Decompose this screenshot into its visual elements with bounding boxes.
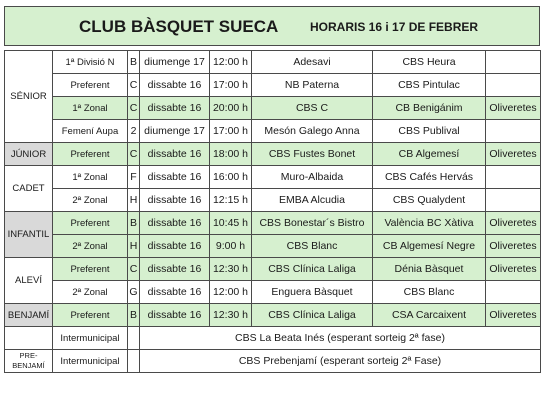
table-row — [5, 327, 541, 350]
group-cell: B — [128, 212, 140, 235]
league-cell: 2ª Zonal — [53, 281, 128, 304]
away-team-cell: CBS Heura — [373, 51, 486, 74]
day-cell: dissabte 16 — [140, 143, 210, 166]
time-cell: 12:30 h — [210, 258, 252, 281]
home-team-cell: CBS C — [252, 97, 373, 120]
away-team-cell: València BC Xàtiva — [373, 212, 486, 235]
table-row — [5, 189, 541, 212]
category-benjami: BENJAMÍ — [5, 304, 53, 327]
group-cell: F — [128, 166, 140, 189]
note-cell: CBS Prebenjamí (esperant sorteig 2ª Fase) — [140, 350, 541, 373]
home-team-cell: Mesón Galego Anna — [252, 120, 373, 143]
table-row — [5, 304, 541, 327]
home-team-cell: CBS Fustes Bonet — [252, 143, 373, 166]
away-team-cell: Dénia Bàsquet — [373, 258, 486, 281]
time-cell: 12:00 h — [210, 51, 252, 74]
day-cell: dissabte 16 — [140, 166, 210, 189]
away-team-cell: CB Benigánim — [373, 97, 486, 120]
group-cell: C — [128, 97, 140, 120]
day-cell: diumenge 17 — [140, 120, 210, 143]
time-cell: 12:15 h — [210, 189, 252, 212]
table-row — [5, 350, 541, 373]
league-cell: Preferent — [53, 143, 128, 166]
league-cell: 1ª Zonal — [53, 166, 128, 189]
away-team-cell: CBS Pintulac — [373, 74, 486, 97]
league-cell: 2ª Zonal — [53, 235, 128, 258]
club-title: CLUB BÀSQUET SUECA — [79, 17, 279, 36]
note-cell: CBS La Beata Inés (esperant sorteig 2ª fase) — [140, 327, 541, 350]
category-junior: JÚNIOR — [5, 143, 53, 166]
away-team-cell: CB Algemesí — [373, 143, 486, 166]
category-cadet: CADET — [5, 166, 53, 212]
group-cell: G — [128, 281, 140, 304]
group-cell: C — [128, 74, 140, 97]
home-team-cell: CBS Blanc — [252, 235, 373, 258]
table-row — [5, 166, 541, 189]
table-row — [5, 74, 541, 97]
venue-cell — [486, 281, 541, 304]
group-cell: B — [128, 51, 140, 74]
schedule-dates: HORARIS 16 i 17 DE FEBRER — [310, 20, 479, 34]
day-cell: dissabte 16 — [140, 97, 210, 120]
away-team-cell: CB Algemesí Negre — [373, 235, 486, 258]
home-team-cell: Muro-Albaida — [252, 166, 373, 189]
away-team-cell: CBS Qualydent — [373, 189, 486, 212]
day-cell: dissabte 16 — [140, 189, 210, 212]
home-team-cell: EMBA Alcudia — [252, 189, 373, 212]
home-team-cell: Enguera Bàsquet — [252, 281, 373, 304]
time-cell: 17:00 h — [210, 120, 252, 143]
group-cell: C — [128, 143, 140, 166]
venue-cell: Oliveretes — [486, 97, 541, 120]
day-cell: dissabte 16 — [140, 235, 210, 258]
group-cell — [128, 350, 140, 373]
away-team-cell: CSA Carcaixent — [373, 304, 486, 327]
day-cell: diumenge 17 — [140, 51, 210, 74]
group-cell: H — [128, 189, 140, 212]
category-benjami-empty — [5, 327, 53, 350]
league-cell: Femení Aupa — [53, 120, 128, 143]
category-alevi: ALEVÍ — [5, 258, 53, 304]
home-team-cell: Adesavi — [252, 51, 373, 74]
league-cell: Preferent — [53, 212, 128, 235]
table-row — [5, 281, 541, 304]
day-cell: dissabte 16 — [140, 304, 210, 327]
table-row — [5, 235, 541, 258]
table-row — [5, 51, 541, 74]
group-cell: B — [128, 304, 140, 327]
home-team-cell: CBS Clínica Laliga — [252, 304, 373, 327]
league-cell: Intermunicipal — [53, 327, 128, 350]
venue-cell: Oliveretes — [486, 304, 541, 327]
time-cell: 20:00 h — [210, 97, 252, 120]
away-team-cell: CBS Publival — [373, 120, 486, 143]
venue-cell — [486, 51, 541, 74]
table-row — [5, 97, 541, 120]
group-cell — [128, 327, 140, 350]
venue-cell: Oliveretes — [486, 258, 541, 281]
table-row — [5, 143, 541, 166]
header-bar — [4, 6, 540, 46]
venue-cell — [486, 74, 541, 97]
league-cell: Preferent — [53, 304, 128, 327]
table-row — [5, 212, 541, 235]
table-row — [5, 120, 541, 143]
league-cell: Preferent — [53, 74, 128, 97]
time-cell: 12:00 h — [210, 281, 252, 304]
venue-cell: Oliveretes — [486, 235, 541, 258]
time-cell: 18:00 h — [210, 143, 252, 166]
time-cell: 16:00 h — [210, 166, 252, 189]
category-senior: SÉNIOR — [5, 51, 53, 143]
home-team-cell: NB Paterna — [252, 74, 373, 97]
table-row — [5, 258, 541, 281]
day-cell: dissabte 16 — [140, 258, 210, 281]
venue-cell — [486, 166, 541, 189]
schedule-sheet — [4, 6, 541, 394]
day-cell: dissabte 16 — [140, 74, 210, 97]
time-cell: 12:30 h — [210, 304, 252, 327]
schedule-table — [4, 50, 541, 373]
league-cell: Preferent — [53, 258, 128, 281]
league-cell: Intermunicipal — [53, 350, 128, 373]
home-team-cell: CBS Bonestar´s Bistro — [252, 212, 373, 235]
time-cell: 17:00 h — [210, 74, 252, 97]
league-cell: 1ª Divisió N — [53, 51, 128, 74]
group-cell: C — [128, 258, 140, 281]
group-cell: 2 — [128, 120, 140, 143]
league-cell: 1ª Zonal — [53, 97, 128, 120]
venue-cell: Oliveretes — [486, 143, 541, 166]
venue-cell — [486, 189, 541, 212]
time-cell: 9:00 h — [210, 235, 252, 258]
day-cell: dissabte 16 — [140, 212, 210, 235]
league-cell: 2ª Zonal — [53, 189, 128, 212]
group-cell: H — [128, 235, 140, 258]
category-infantil: INFANTIL — [5, 212, 53, 258]
venue-cell — [486, 120, 541, 143]
category-prebenjami: PRE-BENJAMÍ — [5, 350, 53, 373]
home-team-cell: CBS Clínica Laliga — [252, 258, 373, 281]
venue-cell: Oliveretes — [486, 212, 541, 235]
away-team-cell: CBS Blanc — [373, 281, 486, 304]
day-cell: dissabte 16 — [140, 281, 210, 304]
time-cell: 10:45 h — [210, 212, 252, 235]
away-team-cell: CBS Cafés Hervás — [373, 166, 486, 189]
